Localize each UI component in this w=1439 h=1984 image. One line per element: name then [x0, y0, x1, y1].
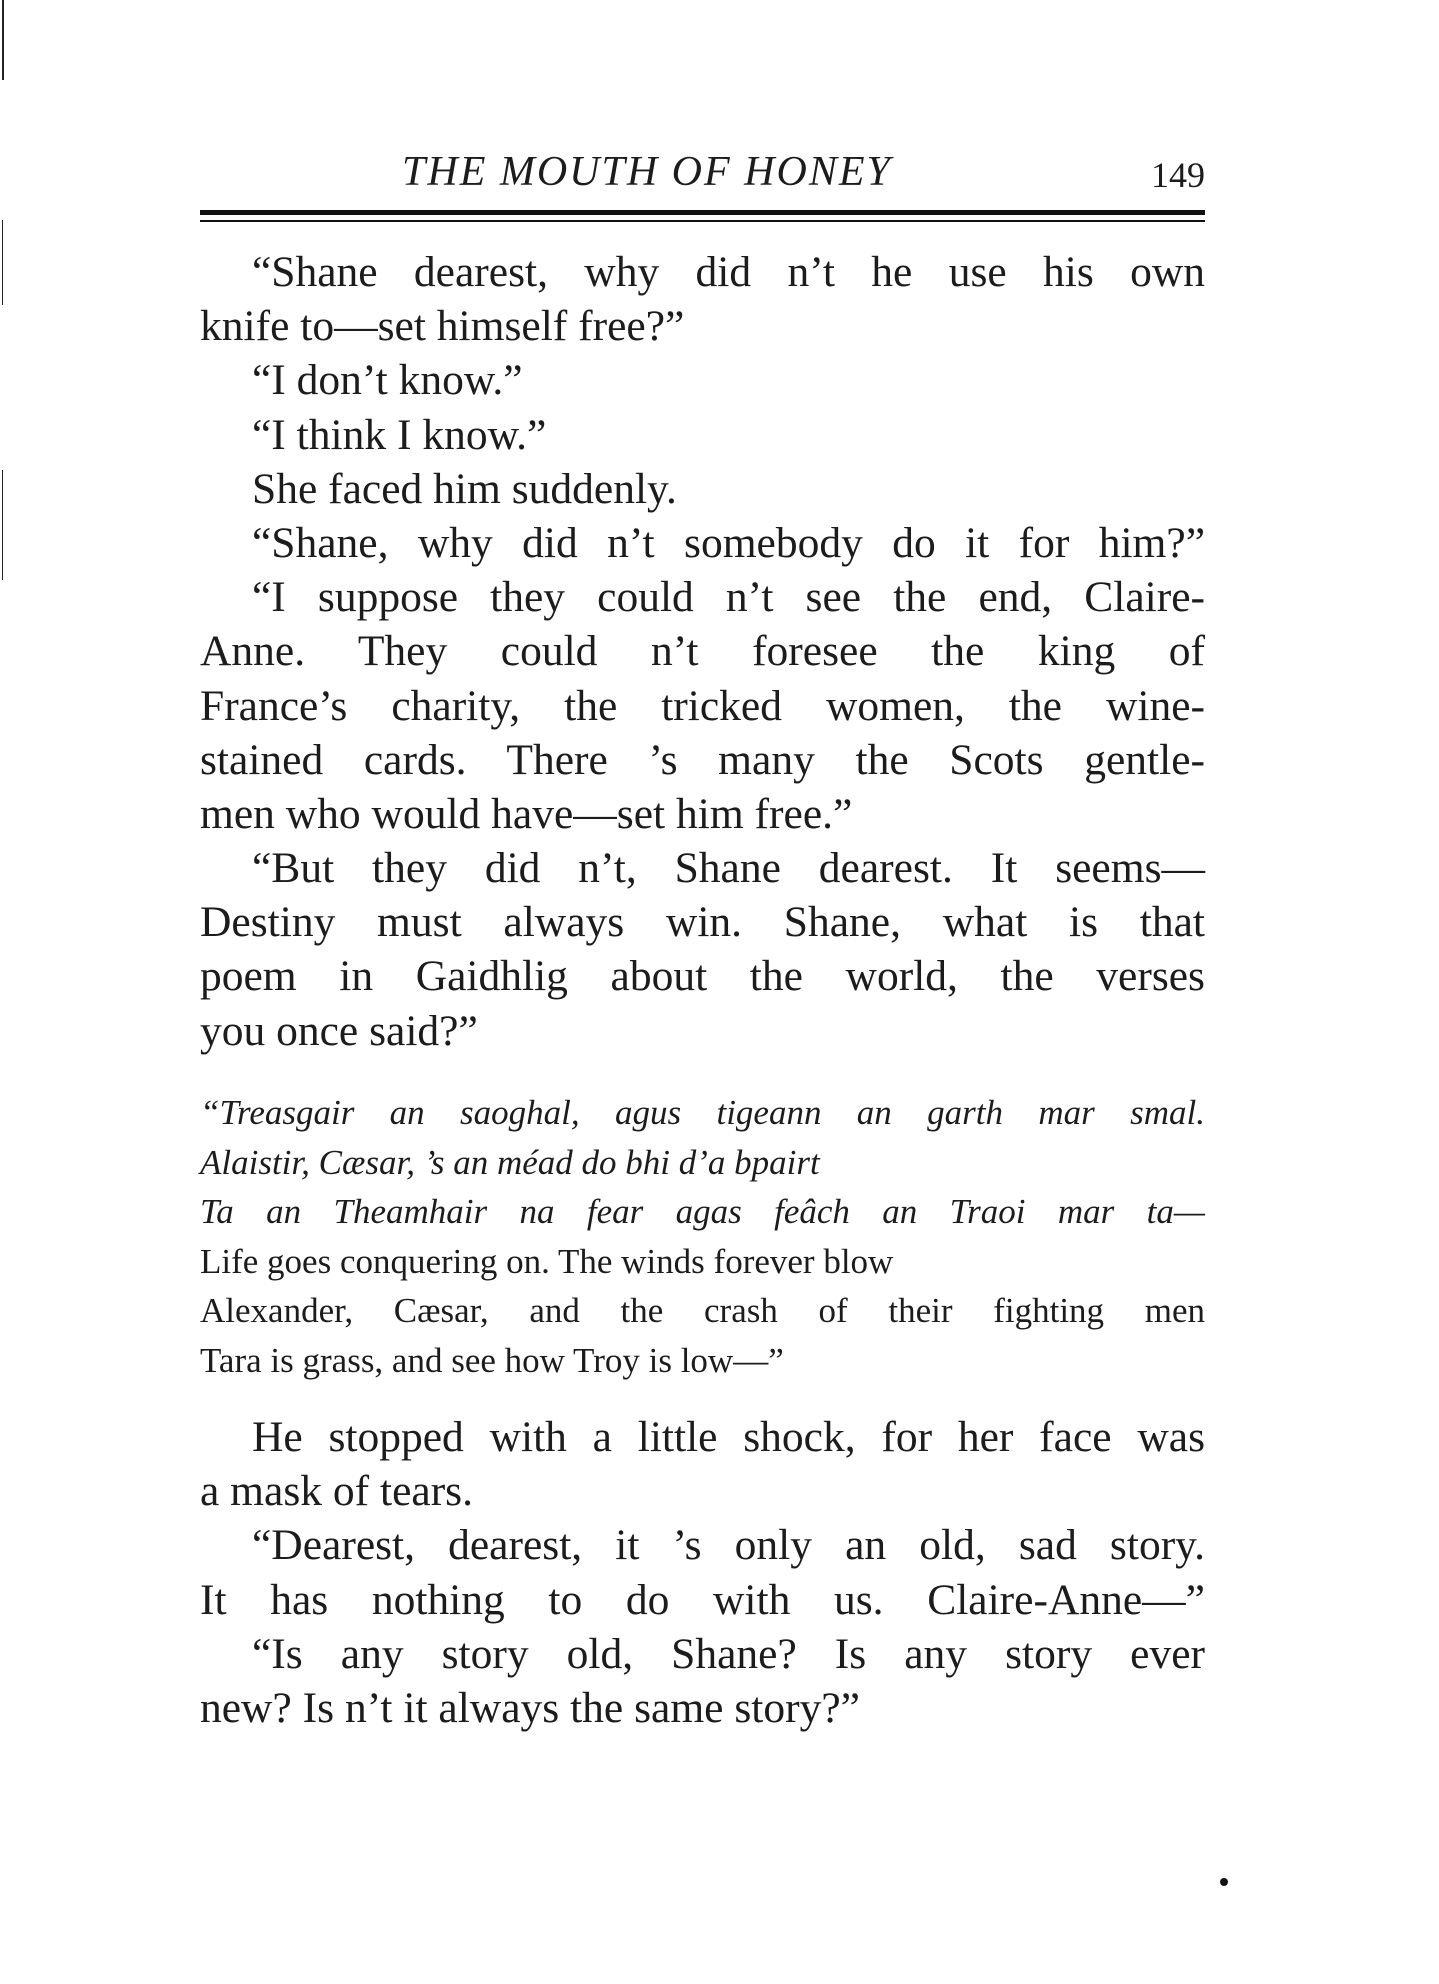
text-line: Destiny must always win. Shane, what is that — [200, 898, 1205, 947]
text-line: you once said?” — [200, 1006, 478, 1055]
poem-line: Ta an Theamhair na fear agas feâch an Traoi mar ta— — [200, 1192, 1205, 1232]
text-line: stained cards. There ’s many the Scots gentle- — [200, 735, 1205, 784]
poem-line: Alexander, Cæsar, and the crash of their fighting men — [200, 1291, 1205, 1331]
text-line: It has nothing to do with us. Claire-Anne—” — [200, 1575, 1205, 1624]
header-rule-thick — [200, 210, 1205, 215]
ink-dot — [1220, 1878, 1228, 1886]
scan-edge-mid — [2, 220, 3, 305]
text-line: “I suppose they could n’t see the end, Claire- — [252, 573, 1205, 622]
text-line: She faced him suddenly. — [252, 464, 677, 513]
text-line: men who would have—set him free.” — [200, 789, 853, 838]
text-line: He stopped with a little shock, for her face was — [252, 1413, 1205, 1461]
book-page — [200, 0, 1205, 1984]
poem-line: Life goes conquering on. The winds forever blow — [200, 1241, 894, 1281]
running-head — [200, 148, 1205, 198]
poem-line: Alaistir, Cæsar, ’s an méad do bhi d’a bpairt — [200, 1142, 820, 1182]
text-line: “Shane, why did n’t somebody do it for him?” — [252, 518, 1205, 567]
text-line: poem in Gaidhlig about the world, the verses — [200, 952, 1205, 1001]
text-line: “Dearest, dearest, it ’s only an old, sad story. — [252, 1521, 1205, 1570]
poem-block — [200, 1088, 1205, 1386]
body-text — [200, 245, 1205, 1058]
text-line: “Is any story old, Shane? Is any story ever — [252, 1629, 1205, 1678]
text-line: “I don’t know.” — [252, 356, 523, 405]
text-line: “I think I know.” — [252, 410, 547, 459]
scan-edge-lower — [2, 470, 3, 580]
text-line: “But they did n’t, Shane dearest. It seems— — [252, 844, 1205, 893]
scan-edge-top — [2, 0, 4, 80]
text-line: knife to—set himself free?” — [200, 302, 685, 351]
text-line: a mask of tears. — [200, 1467, 473, 1516]
page-number: 149 — [1151, 155, 1205, 195]
text-line: new? Is n’t it always the same story?” — [200, 1683, 860, 1732]
text-line: Anne. They could n’t foresee the king of — [200, 627, 1205, 676]
poem-line: “Treasgair an saoghal, agus tigeann an garth mar smal. — [200, 1093, 1205, 1132]
poem-line: Tara is grass, and see how Troy is low—” — [200, 1340, 784, 1380]
text-line: “Shane dearest, why did n’t he use his own — [252, 248, 1205, 296]
closing-text — [200, 1410, 1205, 1735]
running-title: THE MOUTH OF HONEY — [402, 149, 892, 195]
text-line: France’s charity, the tricked women, the wine- — [200, 681, 1205, 730]
header-rule-thin — [200, 220, 1205, 222]
